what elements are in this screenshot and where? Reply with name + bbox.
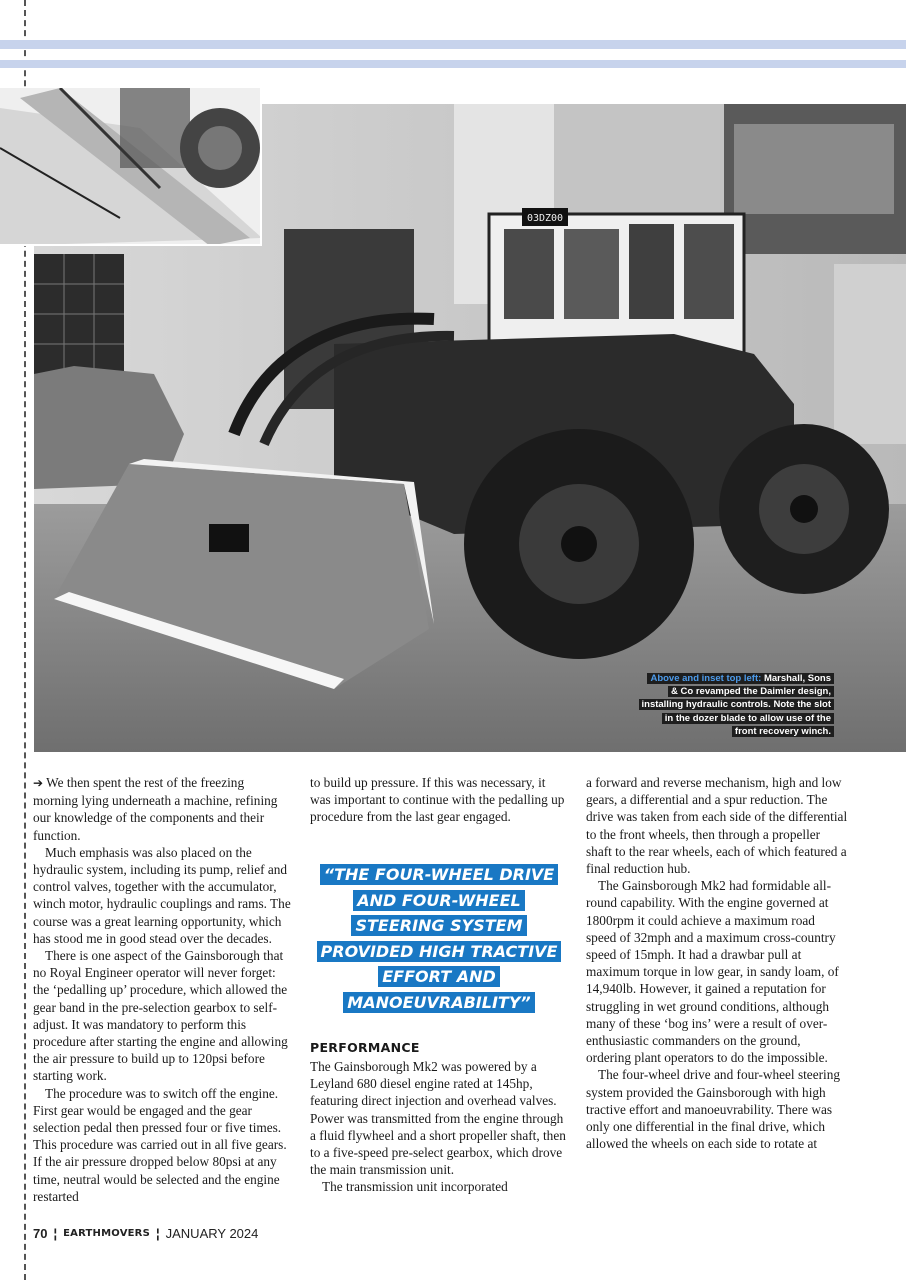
footer-separator: ¦ bbox=[155, 1226, 160, 1241]
magazine-name: EARTHMOVERS bbox=[63, 1228, 150, 1239]
section-heading: PERFORMANCE bbox=[310, 1040, 420, 1055]
pull-quote-line: “THE FOUR-WHEEL DRIVE bbox=[320, 864, 558, 885]
page-footer bbox=[33, 1226, 258, 1241]
header-band-top bbox=[0, 40, 906, 49]
caption-line: front recovery winch. bbox=[732, 726, 834, 737]
paragraph: The Gainsborough Mk2 was powered by a Leyland 680 diesel engine rated at 145hp, featuring direct injection and overhead valves. Power was transmitted from the engine through a fluid flywheel and a short propeller shaft, then to a five-speed pre-select gearbox, which drove the main transmission unit. bbox=[310, 1059, 566, 1178]
text-column-2 bbox=[310, 774, 568, 826]
text-column-3 bbox=[586, 774, 848, 1152]
paragraph: There is one aspect of the Gainsborough that no Royal Engineer operator will never forget: the ‘pedalling up’ procedure, which allowed the gear band in the pre-selection gearbox to self-adjust. It was mandatory to perform this procedure after starting the engine and allowing the air pressure to build up to 120psi before starting work. bbox=[33, 948, 288, 1084]
paragraph: a forward and reverse mechanism, high and low gears, a differential and a spur reduction. The drive was taken from each side of the differential to the front wheels, then through a propeller shaft to the rear wheels, each of which featured a final reduction hub. bbox=[586, 775, 848, 877]
paragraph: The transmission unit incorporated bbox=[322, 1179, 508, 1195]
text-column-1 bbox=[33, 774, 291, 1205]
paragraph: to build up pressure. If this was necessary, it was important to continue with the pedalling up procedure from the last gear engaged. bbox=[310, 775, 565, 825]
continued-arrow-icon: ➔ bbox=[33, 776, 44, 790]
inset-photo bbox=[0, 88, 262, 246]
page-number: 70 bbox=[33, 1226, 48, 1241]
paragraph: The four-wheel drive and four-wheel steering system provided the Gainsborough with high tractive effort and manoeuvrability. There was only one differential in the final drive, which allowed the wheels on each side to rotate at bbox=[586, 1067, 841, 1152]
caption-line: & Co revamped the Daimler design, bbox=[668, 686, 834, 697]
pull-quote-line: STEERING SYSTEM bbox=[351, 915, 526, 936]
pull-quote-line: PROVIDED HIGH TRACTIVE bbox=[317, 941, 562, 962]
text-column-2-lower bbox=[310, 1058, 568, 1196]
header-band-bottom bbox=[0, 60, 906, 68]
photo-caption bbox=[629, 672, 834, 738]
caption-highlight: Above and inset top left: bbox=[650, 673, 762, 684]
pull-quote-line: MANOEUVRABILITY” bbox=[343, 992, 534, 1013]
paragraph: The procedure was to switch off the engine. First gear would be engaged and the gear selection pedal then pressed four or five times. This procedure was carried out in all five gears. If the air pressure dropped below 80psi at any time, neutral would be selected and the engine restarted bbox=[33, 1085, 287, 1204]
caption-line: in the dozer blade to allow use of the bbox=[662, 713, 834, 724]
footer-separator: ¦ bbox=[53, 1226, 58, 1241]
paragraph bbox=[33, 774, 291, 844]
inset-winch-illustration bbox=[0, 88, 262, 246]
paragraph: Much emphasis was also placed on the hydraulic system, including its pump, relief and control valves, together with the accumulator, winch motor, hydraulic couplings and rams. The course was a great learning opportunity, which has stood me in good stead over the decades. bbox=[33, 844, 291, 946]
pull-quote bbox=[310, 862, 568, 1016]
caption-line: installing hydraulic controls. Note the slot bbox=[639, 699, 835, 710]
paragraph-text: We then spent the rest of the freezing morning lying underneath a machine, refining our knowledge of the components and their function. bbox=[33, 775, 278, 843]
pull-quote-line: AND FOUR-WHEEL bbox=[353, 890, 524, 911]
paragraph: The Gainsborough Mk2 had formidable all-round capability. With the engine governed at 1800rpm it could achieve a maximum road speed of 32mph and a maximum cross-country speed of 15mph. It had a drawbar pull at maximum torque in low gear, in sandy loam, of 14,940lb. However, it gained a reputation for struggling in wet ground conditions, although many of these ‘bog ins’ were a result of over-enthusiastic commanders on the ground, ordering plant operators to do the impossible. bbox=[586, 878, 839, 1066]
registration-plate: 03DZ00 bbox=[526, 213, 564, 224]
pull-quote-line: EFFORT AND bbox=[378, 966, 500, 987]
issue-date: JANUARY 2024 bbox=[165, 1226, 259, 1241]
caption-line: Marshall, Sons bbox=[763, 673, 831, 684]
